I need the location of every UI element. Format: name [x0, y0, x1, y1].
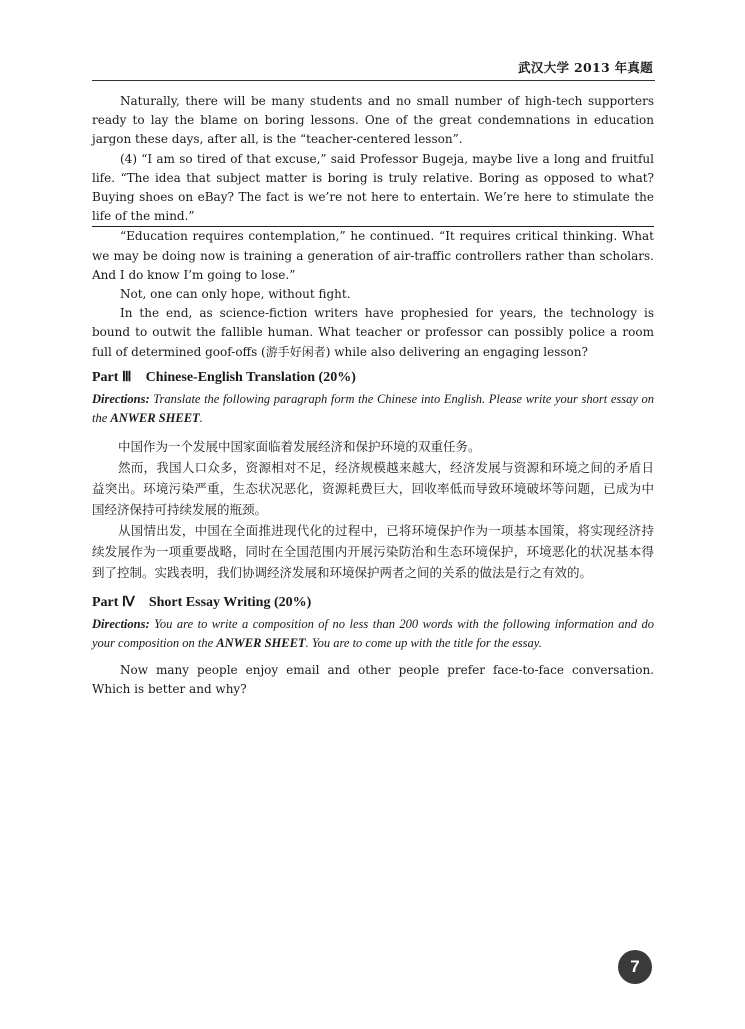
part4-directions: [92, 615, 654, 653]
header-title: 武汉大学 2013 年真题: [518, 60, 653, 75]
passage-paragraph-3: “Education requires contemplation,” he continued. “It requires critical thinking. What we may be doing now is training a generation of air-traffic controllers rather than scholars. And I do know I’m going to lose.”: [92, 229, 654, 282]
part4-directions-end: . You are to come up with the title for the essay.: [305, 635, 542, 650]
part3-title: Part Ⅲ Chinese-English Translation (20%): [92, 369, 356, 385]
part3-directions-label: Directions:: [92, 391, 150, 406]
passage-paragraph-1: Naturally, there will be many students and no small number of high-tech supporters ready to lay the blame on boring lessons. One of the great condemnations in education jargon these days, after all, is the “teacher-centered lesson”.: [92, 94, 654, 147]
chinese-paragraph-1: 中国作为一个发展中国家面临着发展经济和保护环境的双重任务。: [118, 438, 481, 454]
part3-directions-end: .: [199, 410, 203, 425]
passage-paragraph-2-underlined: [92, 150, 654, 228]
part3-directions-text: Translate the following paragraph form the Chinese into English. Please write your short essay on the: [92, 391, 654, 425]
part3-answer-sheet: ANWER SHEET: [110, 410, 200, 425]
essay-prompt: Now many people enjoy email and other people prefer face-to-face conversation. Which is better and why?: [92, 662, 654, 697]
part4-answer-sheet: ANWER SHEET: [216, 635, 306, 650]
page-header: [92, 56, 655, 81]
part4-directions-label: Directions:: [92, 616, 150, 631]
passage-paragraph-5: In the end, as science-fiction writers have prophesied for years, the technology is bound to outwit the fallible human. What teacher or professor can possibly police a room full of determined goof-offs (游手好闲者) while also delivering an engaging lesson?: [92, 306, 654, 359]
part4-title: Part Ⅳ Short Essay Writing (20%): [92, 594, 312, 610]
chinese-paragraph-2: 然而，我国人口众多，资源相对不足，经济规模越来越大，经济发展与资源和环境之间的矛盾日益突出。环境污染严重，生态状况恶化，资源耗费巨大，回收率低而导致环境破坏等问题，已成为中国经济保持可持续发展的瓶颈。: [92, 459, 654, 517]
part3-directions: [92, 390, 654, 428]
page-number-badge: 7: [618, 950, 652, 984]
part4-directions-text: You are to write a composition of no less than 200 words with the following information and do your composition on the: [92, 616, 654, 650]
passage-paragraph-4: Not, one can only hope, without fight.: [120, 287, 351, 302]
chinese-paragraph-3: 从国情出发，中国在全面推进现代化的过程中，已将环境保护作为一项基本国策，将实现经济持续发展作为一项重要战略，同时在全国范围内开展污染防治和生态环境保护，环境恶化的状况基本得到了控制。实践表明，我们协调经济发展和环境保护两者之间的关系的做法是行之有效的。: [92, 522, 654, 580]
underlined-quote: (4) “I am so tired of that excuse,” said Professor Bugeja, maybe live a long and fruitful life. “The idea that subject matter is boring is truly relative. Boring as opposed to what? Buying shoes on eBay? The fact is we’re not here to entertain. We’re here to stimulate the life of the mind.”: [92, 150, 654, 228]
page-content: [92, 92, 654, 699]
